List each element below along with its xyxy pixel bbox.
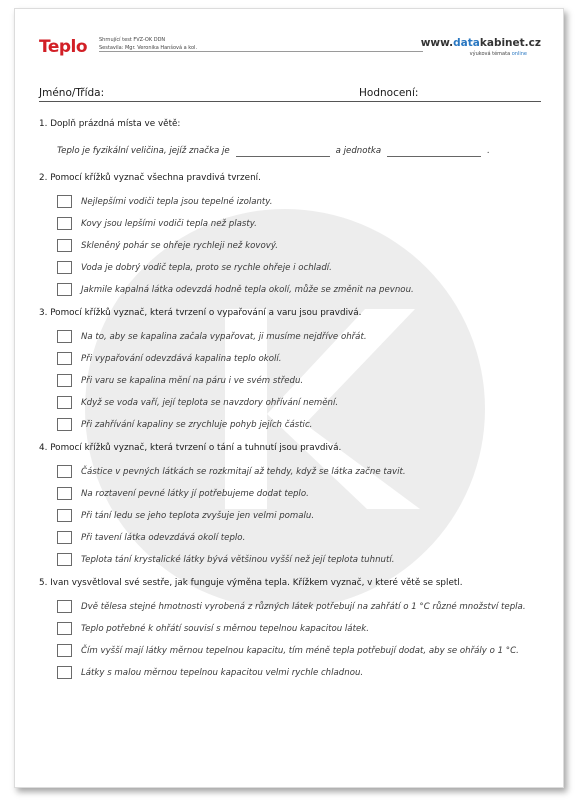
q4-checkbox[interactable]: [57, 487, 72, 500]
q1-blank-unit[interactable]: [387, 155, 481, 157]
q4-option: [39, 531, 543, 546]
q3-checkbox[interactable]: [57, 330, 72, 343]
q4-title: 4. Pomocí křížků vyznač, která tvrzení o tání a tuhnutí jsou pravdivá.: [39, 443, 342, 453]
q4-option-text: Částice v pevných látkách se rozkmitají až tehdy, když se látka začne tavit.: [81, 467, 406, 477]
q3-title: 3. Pomocí křížků vyznač, která tvrzení o vypařování a varu jsou pravdivá.: [39, 308, 362, 318]
q2-checkbox[interactable]: [57, 283, 72, 296]
q3-checkbox[interactable]: [57, 396, 72, 409]
q4-checkbox[interactable]: [57, 509, 72, 522]
q3-option: [39, 352, 543, 367]
q3-option: [39, 374, 543, 389]
q5-options: [39, 600, 543, 681]
q4-option: [39, 487, 543, 502]
q4-options: [39, 465, 543, 568]
q5-checkbox[interactable]: [57, 666, 72, 679]
q3-option: [39, 330, 543, 345]
q3-option-text: Při vypařování odevzdává kapalina teplo okolí.: [81, 354, 282, 364]
q4-checkbox[interactable]: [57, 553, 72, 566]
q5-option-text: Teplo potřebné k ohřátí souvisí s měrnou tepelnou kapacitou látek.: [81, 624, 369, 634]
q3-checkbox[interactable]: [57, 418, 72, 431]
tagline-prefix: výuková témata: [469, 51, 512, 57]
q5-option-text: Čím vyšší mají látky měrnou tepelnou kapacitu, tím méně tepla potřebují dodat, aby se ohřály o 1 °C.: [81, 646, 519, 656]
q2-option: [39, 261, 543, 276]
q5-option: [39, 600, 543, 615]
q5-checkbox[interactable]: [57, 644, 72, 657]
q2-options: [39, 195, 543, 298]
name-grade-bar: [39, 85, 541, 102]
site-url-accent: data: [453, 37, 480, 49]
q4-option-text: Na roztavení pevné látky jí potřebujeme dodat teplo.: [81, 489, 309, 499]
q4-option: [39, 465, 543, 480]
grade-label: Hodnocení:: [359, 87, 419, 99]
q2-option-text: Skleněný pohár se ohřeje rychleji než kovový.: [81, 241, 278, 251]
header-rule: [99, 51, 423, 52]
q3-option: [39, 418, 543, 433]
q2-checkbox[interactable]: [57, 217, 72, 230]
q5-option: [39, 622, 543, 637]
q4-option: [39, 509, 543, 524]
page-header: [39, 33, 541, 63]
q2-checkbox[interactable]: [57, 239, 72, 252]
q2-option: [39, 283, 543, 298]
q2-option-text: Nejlepšími vodiči tepla jsou tepelné izolanty.: [81, 197, 273, 207]
q2-option-text: Jakmile kapalná látka odevzdá hodně tepla okolí, může se změnit na pevnou.: [81, 285, 414, 295]
header-subinfo: [99, 36, 197, 52]
q3-option-text: Při zahřívání kapaliny se zrychluje pohyb jejích částic.: [81, 420, 313, 430]
q1-blank-symbol[interactable]: [236, 155, 330, 157]
site-tagline: [470, 51, 527, 57]
q1-sentence-start: Teplo je fyzikální veličina, jejíž značka je: [57, 146, 230, 156]
q4-checkbox[interactable]: [57, 465, 72, 478]
q5-title: 5. Ivan vysvětloval své sestře, jak funguje výměna tepla. Křížkem vyznač, v které větě se spletl.: [39, 578, 463, 588]
q4-checkbox[interactable]: [57, 531, 72, 544]
q5-option: [39, 666, 543, 681]
q1-sentence-mid: a jednotka: [335, 146, 382, 156]
site-url: [421, 37, 541, 49]
q5-option-text: Látky s malou měrnou tepelnou kapacitou velmi rychle chladnou.: [81, 668, 364, 678]
header-subtitle-2: Sestavila: Mgr. Veronika Hanšová a kol.: [99, 45, 198, 51]
q3-options: [39, 330, 543, 433]
q2-option: [39, 217, 543, 232]
site-url-prefix: www.: [420, 37, 454, 49]
q3-checkbox[interactable]: [57, 374, 72, 387]
q2-title: 2. Pomocí křížků vyznač všechna pravdivá tvrzení.: [39, 173, 261, 183]
site-url-suffix: kabinet.cz: [479, 37, 541, 49]
q3-option-text: Na to, aby se kapalina začala vypařovat, ji musíme nejdříve ohřát.: [81, 332, 367, 342]
q3-option-text: Při varu se kapalina mění na páru i ve svém středu.: [81, 376, 304, 386]
q2-option-text: Voda je dobrý vodič tepla, proto se rychle ohřeje i ochladí.: [81, 263, 332, 273]
logo-title: Teplo: [39, 37, 88, 57]
q5-option-text: Dvě tělesa stejné hmotnosti vyrobená z různých látek potřebují na zahřátí o 1 °C různé množství tepla.: [81, 602, 526, 612]
worksheet-content: [39, 117, 543, 689]
q2-option-text: Kovy jsou lepšími vodiči tepla než plasty.: [81, 219, 257, 229]
q4-option-text: Teplota tání krystalické látky bývá většinou vyšší než její teplota tuhnutí.: [81, 555, 395, 565]
tagline-accent: online: [511, 51, 527, 57]
q1-title: 1. Doplň prázdná místa ve větě:: [39, 119, 181, 129]
q1-sentence: [57, 145, 543, 157]
worksheet-page: [14, 8, 564, 788]
q5-option: [39, 644, 543, 659]
q2-checkbox[interactable]: [57, 195, 72, 208]
q1-sentence-end: .: [487, 146, 490, 156]
q5-checkbox[interactable]: [57, 622, 72, 635]
name-class-label: Jméno/Třída:: [39, 87, 105, 99]
q4-option: [39, 553, 543, 568]
q4-option-text: Při tavení látka odevzdává okolí teplo.: [81, 533, 246, 543]
q2-option: [39, 239, 543, 254]
q5-checkbox[interactable]: [57, 600, 72, 613]
header-subtitle-1: Shrnující test FVZ-OK DDN: [99, 37, 166, 43]
q2-option: [39, 195, 543, 210]
q3-option-text: Když se voda vaří, její teplota se navzdory ohřívání nemění.: [81, 398, 339, 408]
q2-checkbox[interactable]: [57, 261, 72, 274]
q3-checkbox[interactable]: [57, 352, 72, 365]
q4-option-text: Při tání ledu se jeho teplota zvyšuje jen velmi pomalu.: [81, 511, 315, 521]
q3-option: [39, 396, 543, 411]
